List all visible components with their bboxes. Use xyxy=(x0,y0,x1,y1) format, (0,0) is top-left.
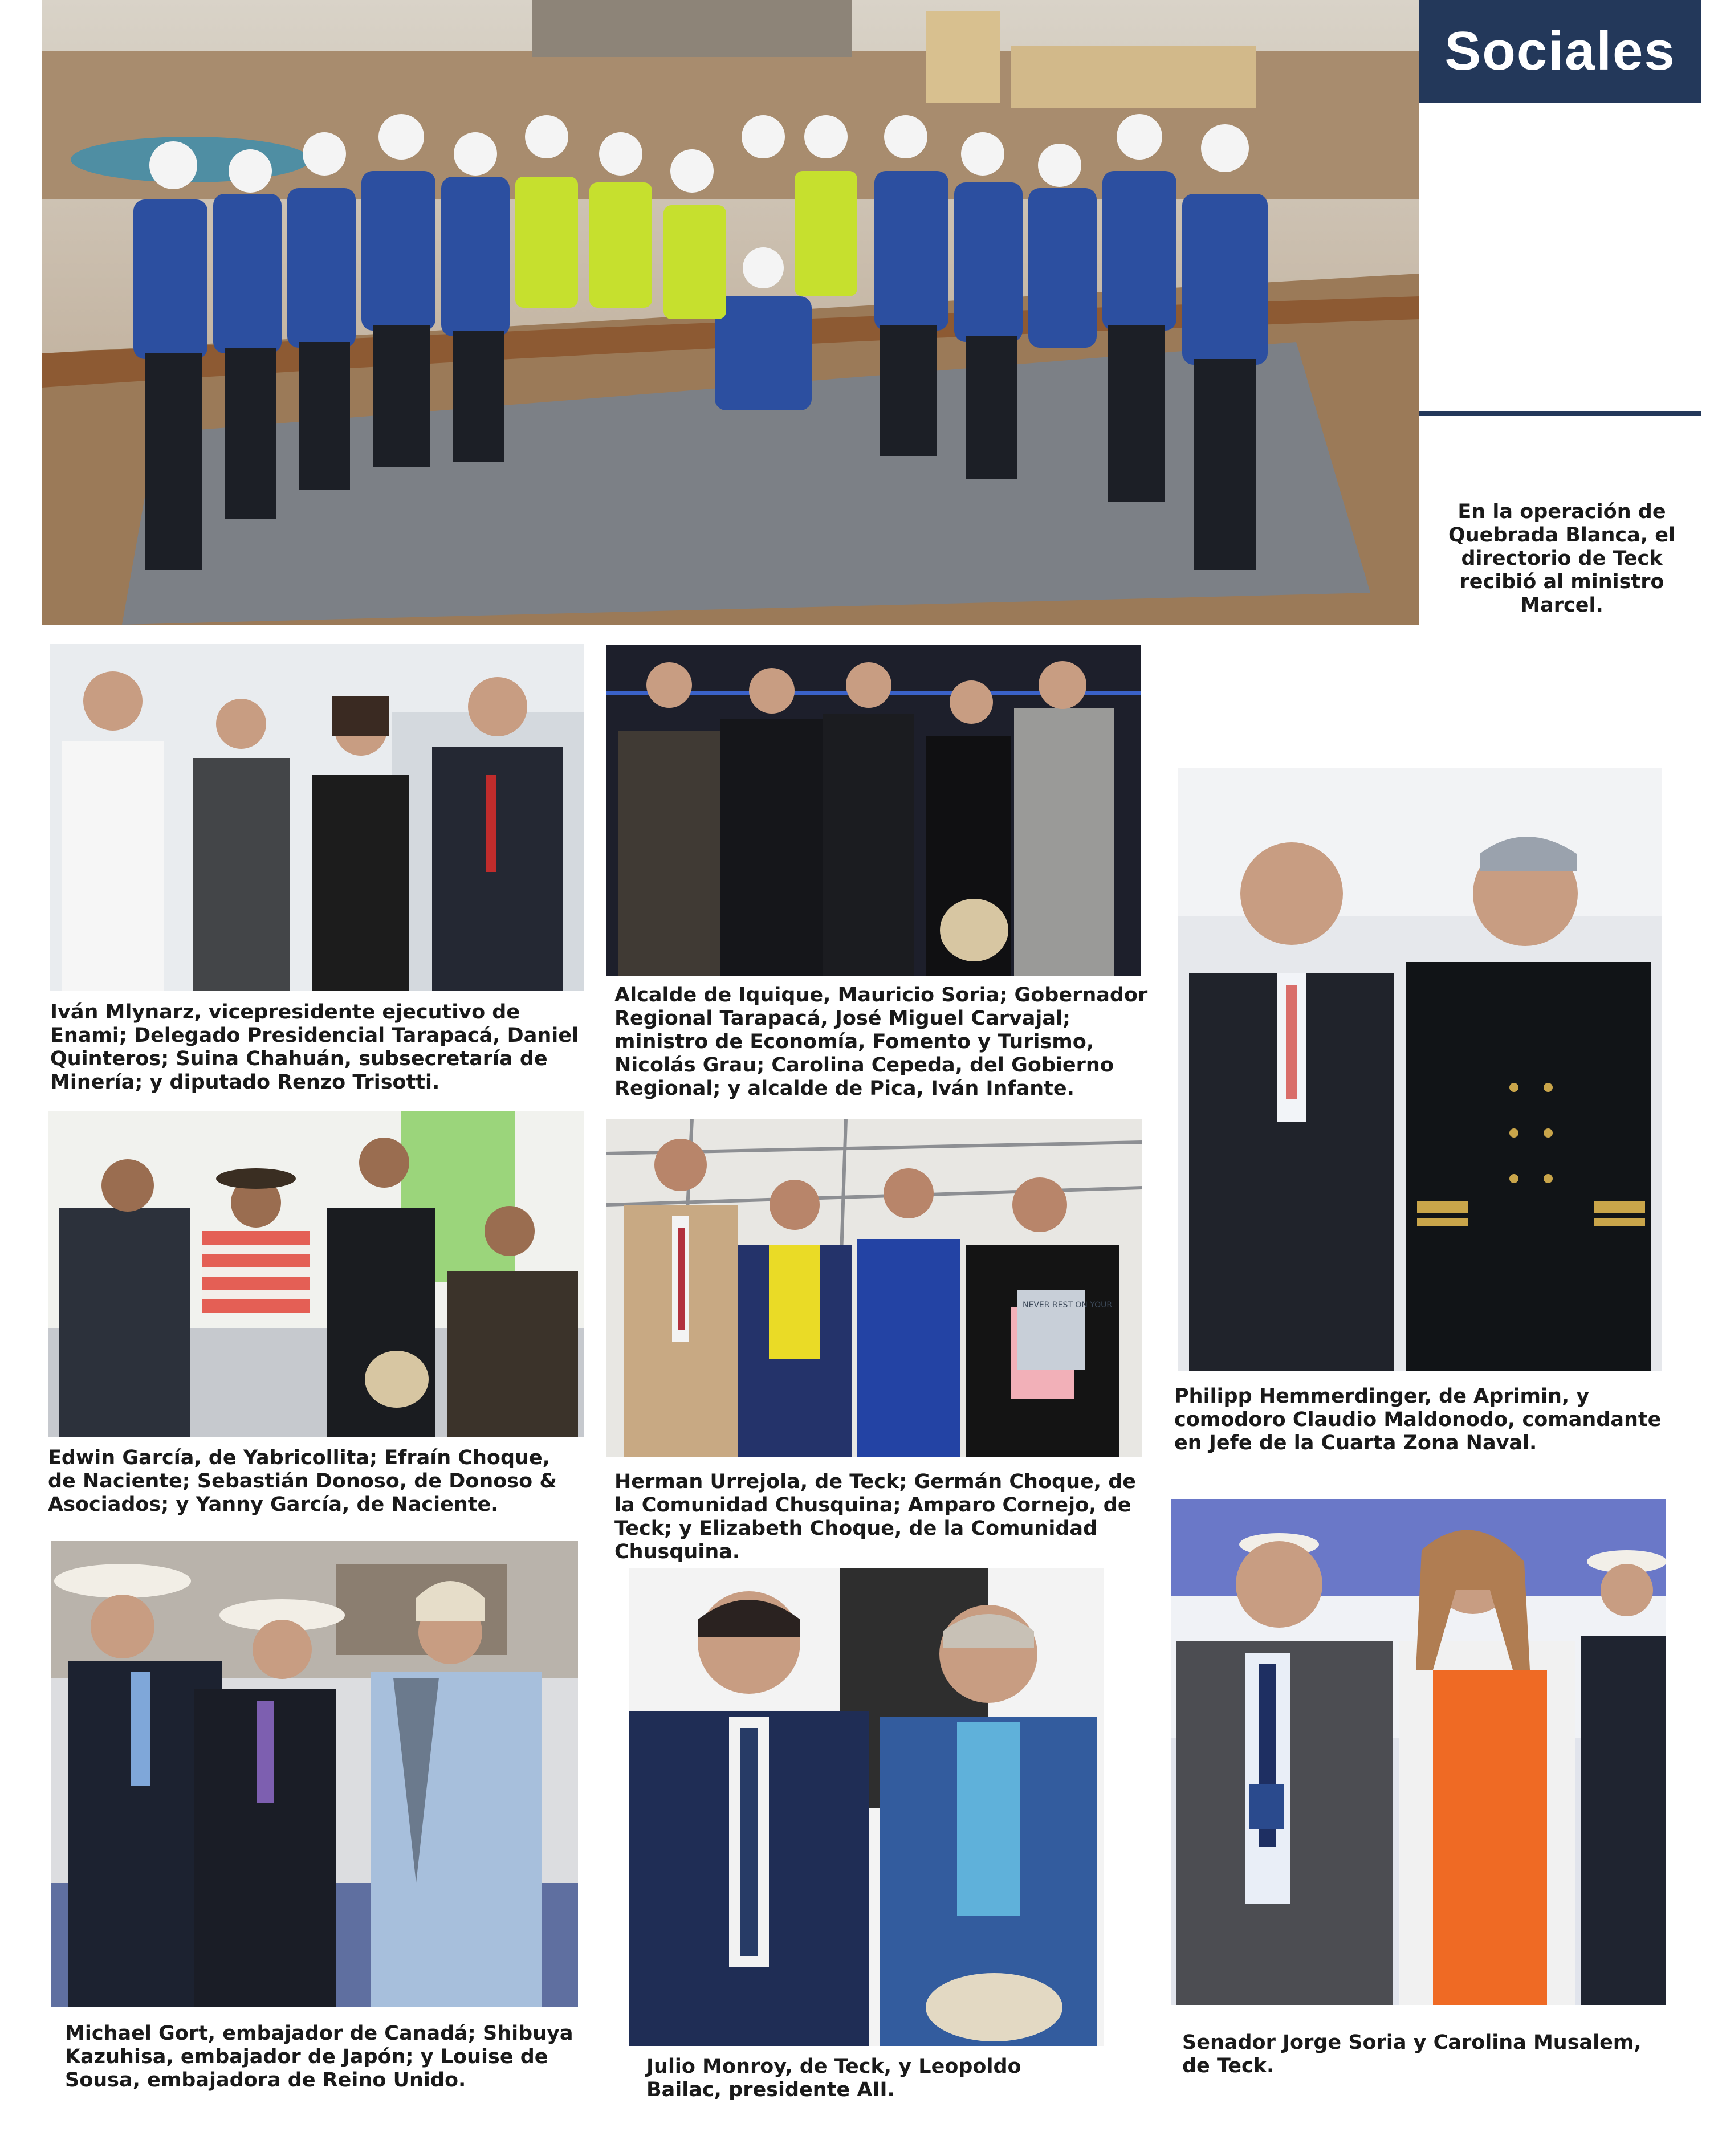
photo-ambassadors xyxy=(51,1541,578,2007)
photo-7-caption: Julio Monroy, de Teck, y Leopoldo Bailac, presidente AII. xyxy=(646,2055,1021,2101)
photo-6-caption: Michael Gort, embajador de Canadá; Shibuya Kazuhisa, embajador de Japón; y Louise de Sousa, embajadora de Reino Unido. xyxy=(65,2022,573,2092)
photo-naciente-group xyxy=(48,1111,584,1437)
photo-3-caption: Philipp Hemmerdinger, de Aprimin, y comodoro Claudio Maldonodo, comandante en Jefe de la Cuarta Zona Naval. xyxy=(1174,1385,1662,1454)
divider-rule xyxy=(1419,411,1701,416)
photo-chusquina-community xyxy=(606,1119,1142,1457)
photo-8-caption: Senador Jorge Soria y Carolina Musalem, de Teck. xyxy=(1182,2031,1642,2077)
book-cover-text: NEVER REST ON YOUR xyxy=(1023,1301,1113,1310)
photo-enami-delegation xyxy=(50,644,584,991)
photo-2-caption: Alcalde de Iquique, Mauricio Soria; Gobernador Regional Tarapacá, José Miguel Carvajal; ministro de Economía, Fomento y Turismo, Nicolás Grau; Carolina Cepeda, del Gobierno Regional; y alcalde de Pica, Iván Infante. xyxy=(614,984,1148,1100)
photo-1-caption: Iván Mlynarz, vicepresidente ejecutivo de Enami; Delegado Presidencial Tarapacá, Daniel Quinteros; Suina Chahuán, subsecretaría de Minería; y diputado Renzo Trisotti. xyxy=(50,1001,579,1094)
photo-teck-aii xyxy=(629,1568,1104,2046)
photo-5-caption: Herman Urrejola, de Teck; Germán Choque, de la Comunidad Chusquina; Amparo Cornejo, de Teck; y Elizabeth Choque, de la Comunidad Chusquina. xyxy=(614,1470,1136,1563)
section-header xyxy=(1419,0,1701,103)
section-title: Sociales xyxy=(1444,21,1676,81)
photo-4-caption: Edwin García, de Yabricollita; Efraín Choque, de Naciente; Sebastián Donoso, de Donoso & Asociados; y Yanny García, de Naciente. xyxy=(48,1446,557,1516)
main-group-photo xyxy=(42,0,1419,625)
main-photo-caption: En la operación de Quebrada Blanca, el directorio de Teck recibió al ministro Marcel. xyxy=(1448,500,1675,617)
photo-iquique-authorities xyxy=(606,645,1141,976)
photo-aprimin-naval xyxy=(1178,768,1662,1371)
photo-senador-teck xyxy=(1171,1499,1666,2005)
